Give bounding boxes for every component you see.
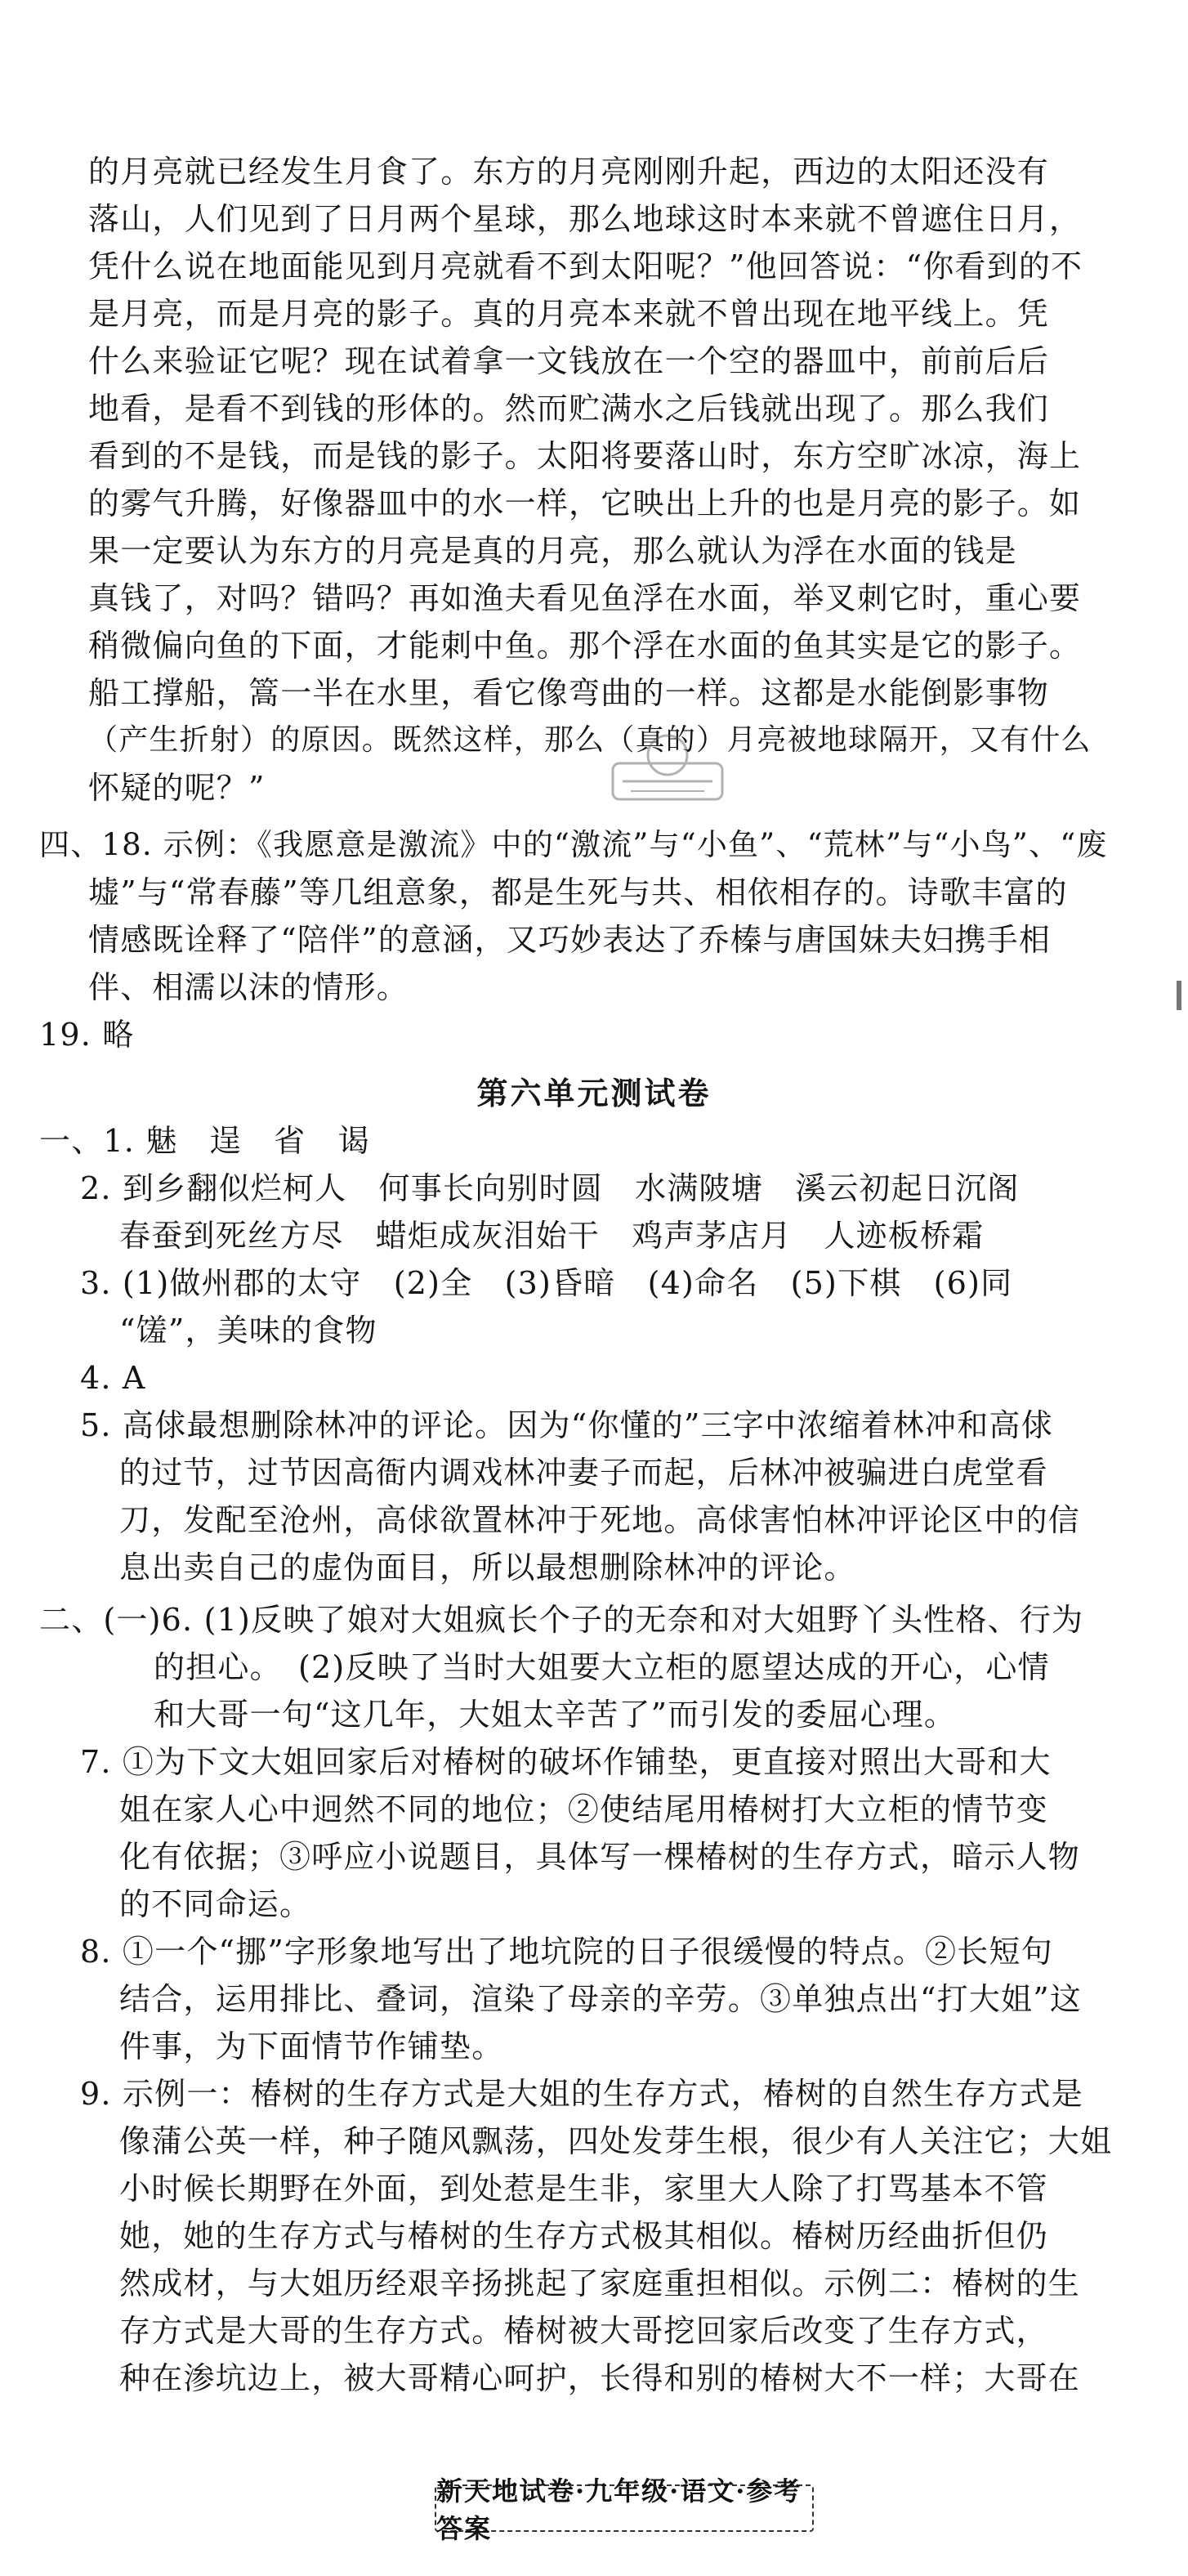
text-line-11: 稍微偏向鱼的下面，才能刺中鱼。那个浮在水面的鱼其实是它的影子。 [88, 628, 1082, 664]
answer-7-line-4: 的不同命运。 [119, 1886, 312, 1922]
answer-7-line-1: 7. ①为下文大姐回家后对椿树的破坏作铺垫，更直接对照出大哥和大 [80, 1744, 1052, 1780]
text-line-4: 是月亮，而是月亮的影子。真的月亮本来就不曾出现在地平线上。凭 [88, 296, 1050, 332]
answer-5-line-3: 刀，发配至沧州，高俅欲置林冲于死地。高俅害怕林冲评论区中的信 [119, 1502, 1081, 1538]
answer-18-line-2: 墟”与“常春藤”等几组意象，都是生死与共、相依相存的。诗歌丰富的 [88, 874, 1068, 910]
text-line-2: 落山，人们见到了日月两个星球，那么地球这时本来就不曾遮住日月， [88, 201, 1082, 237]
answer-9-line-6: 存方式是大哥的生存方式。椿树被大哥挖回家后改变了生存方式， [119, 2313, 1048, 2349]
text-line-13: （产生折射）的原因。既然这样，那么（真的）月亮被地球隔开，又有什么 [88, 723, 1092, 757]
answer-9-line-4: 她，她的生存方式与椿树的生存方式极其相似。椿树历经曲折但仍 [119, 2218, 1048, 2254]
text-line-12: 船工撑船，篙一半在水里，看它像弯曲的一样。这都是水能倒影事物 [88, 675, 1050, 711]
answer-1: 一、1. 魅 逞 省 谒 [39, 1123, 370, 1159]
answer-9-line-2: 像蒲公英一样，种子随风飘荡，四处发芽生根，很少有人关注它；大姐 [119, 2123, 1113, 2159]
answer-18-line-1: 四、18. 示例：《我愿意是激流》中的“激流”与“小鱼”、“荒林”与“小鸟”、“废 [39, 827, 1108, 862]
text-line-10: 真钱了，对吗？错吗？再如渔夫看见鱼浮在水面，举叉刺它时，重心要 [88, 580, 1082, 616]
answer-3-line-2: “馐”，美味的食物 [119, 1313, 377, 1348]
answer-2-line-2: 春蚕到死丝方尽 蜡炬成灰泪始干 鸡声茅店月 人迹板桥霜 [119, 1218, 985, 1254]
answer-7-line-3: 化有依据；③呼应小说题目，具体写一棵椿树的生存方式，暗示人物 [119, 1839, 1081, 1875]
answer-6-line-2: 的担心。 (2)反映了当时大姐要大立柜的愿望达成的开心，心情 [154, 1649, 1050, 1685]
answer-8-line-2: 结合，运用排比、叠词，渲染了母亲的辛劳。③单独点出“打大姐”这 [119, 1981, 1083, 2017]
answer-4: 4. A [80, 1360, 146, 1396]
answer-18-line-4: 伴、相濡以沫的情形。 [88, 969, 409, 1005]
answer-18-line-3: 情感既诠释了“陪伴”的意涵，又巧妙表达了乔榛与唐国妹夫妇携手相 [88, 922, 1052, 958]
answer-7-line-2: 姐在家人心中迥然不同的地位；②使结尾用椿树打大立柜的情节变 [119, 1791, 1048, 1827]
answer-6-line-1: 二、(一)6. (1)反映了娘对大姐疯长个子的无奈和对大姐野丫头性格、行为 [39, 1602, 1084, 1638]
answer-5-line-4: 息出卖自己的虚伪面目，所以最想删除林冲的评论。 [119, 1550, 856, 1585]
answer-2-line-1: 2. 到乡翻似烂柯人 何事长向别时圆 水满陂塘 溪云初起日沉阁 [80, 1170, 1020, 1206]
answer-19: 19. 略 [39, 1017, 135, 1053]
answer-5-line-1: 5. 高俅最想删除林冲的评论。因为“你懂的”三字中浓缩着林冲和高俅 [80, 1407, 1053, 1443]
answer-9-line-3: 小时候长期野在外面，到处惹是生非，家里大人除了打骂基本不管 [119, 2171, 1048, 2207]
text-line-9: 果一定要认为东方的月亮是真的月亮，那么就认为浮在水面的钱是 [88, 533, 1017, 569]
text-line-7: 看到的不是钱，而是钱的影子。太阳将要落山时，东方空旷冰凉，海上 [88, 438, 1082, 474]
section-title: 第六单元测试卷 [476, 1076, 712, 1111]
text-line-1: 的月亮就已经发生月食了。东方的月亮刚刚升起，西边的太阳还没有 [88, 154, 1050, 190]
stamp-icon [606, 731, 729, 809]
text-line-14: 怀疑的呢？” [88, 770, 266, 806]
text-line-5: 什么来验证它呢？现在试着拿一文钱放在一个空的器皿中，前前后后 [88, 343, 1050, 379]
answer-8-line-1: 8. ①一个“挪”字形象地写出了地坑院的日子很缓慢的特点。②长短句 [80, 1934, 1053, 1970]
text-line-3: 凭什么说在地面能见到月亮就看不到太阳呢？”他回答说：“你看到的不 [88, 248, 1083, 284]
answer-6-line-3: 和大哥一句“这几年，大姐太辛苦了”而引发的委屈心理。 [154, 1697, 957, 1733]
answer-9-line-5: 然成材，与大姐历经艰辛扬挑起了家庭重担相似。示例二：椿树的生 [119, 2265, 1081, 2301]
answer-9-line-1: 9. 示例一：椿树的生存方式是大姐的生存方式，椿树的自然生存方式是 [80, 2076, 1083, 2112]
text-line-6: 地看，是看不到钱的形体的。然而贮满水之后钱就出现了。那么我们 [88, 391, 1050, 427]
edge-mark [1177, 981, 1181, 1010]
answer-5-line-2: 的过节，过节因高衙内调戏林冲妻子而起，后林冲被骗进白虎堂看 [119, 1455, 1048, 1491]
text-line-8: 的雾气升腾，好像器皿中的水一样，它映出上升的也是月亮的影子。如 [88, 485, 1082, 521]
answer-3-line-1: 3. (1)做州郡的太守 (2)全 (3)昏暗 (4)命名 (5)下棋 (6)同 [80, 1265, 1013, 1301]
footer-label: 新天地试卷·九年级·语文·参考答案 [435, 2484, 814, 2532]
answer-8-line-3: 件事，为下面情节作铺垫。 [119, 2028, 504, 2064]
answer-9-line-7: 种在渗坑边上，被大哥精心呵护，长得和别的椿树大不一样；大哥在 [119, 2360, 1081, 2396]
